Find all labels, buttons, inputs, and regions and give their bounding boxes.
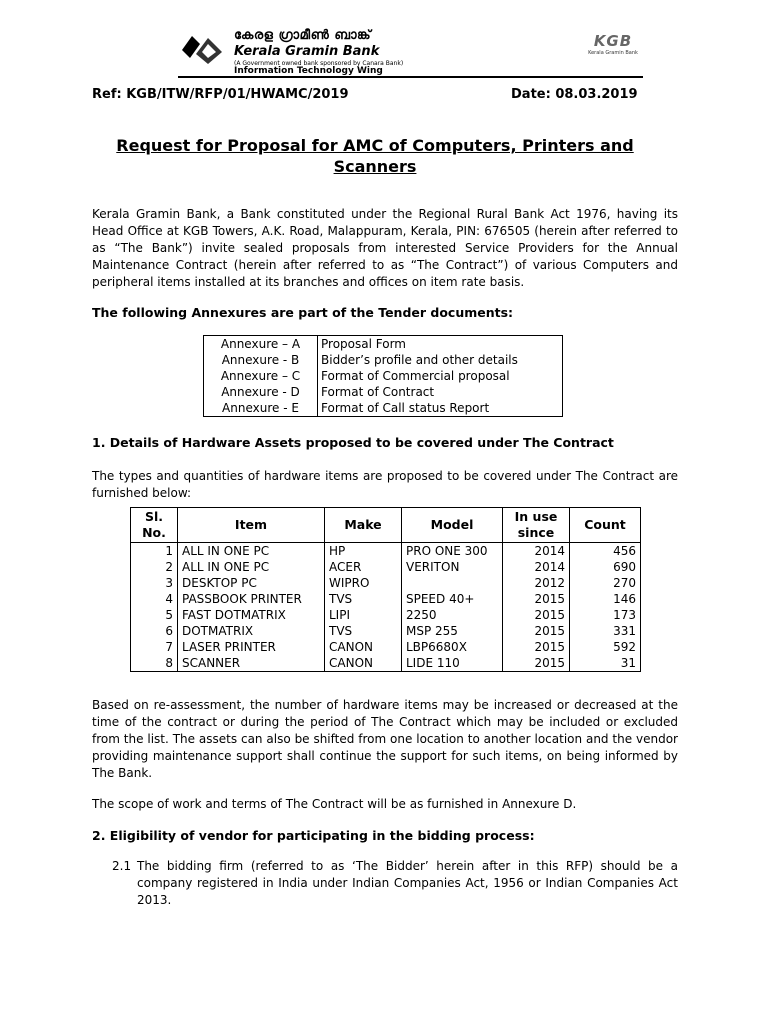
cell-model: MSP 255 [402, 623, 503, 639]
table-header-row [131, 508, 641, 543]
title-line-1: Request for Proposal for AMC of Computers, Printers and [116, 136, 634, 155]
header-sl: Sl. No. [131, 508, 178, 543]
reassessment-paragraph: Based on re-assessment, the number of hardware items may be increased or decreased at the time of the contract or during the period of The Contract which may be included or excluded from the list. The assets can also be shifted from one location to another location and the vendor providing maintenance support shall continue the support for such items, on being informed by The Bank. [92, 698, 678, 780]
cell-since: 2012 [503, 575, 570, 591]
cell-item: SCANNER [178, 655, 325, 672]
wing-name: Information Technology Wing [234, 66, 383, 76]
annexure-table [203, 335, 563, 417]
section-2-heading: 2. Eligibility of vendor for participating in the bidding process: [92, 828, 535, 843]
scope-paragraph: The scope of work and terms of The Contract will be as furnished in Annexure D. [92, 797, 577, 811]
clause-number: 2.1 [112, 859, 132, 873]
hardware-table [130, 507, 641, 672]
annex-desc: Format of Contract [318, 384, 563, 400]
cell-model: LBP6680X [402, 639, 503, 655]
cell-make: TVS [325, 623, 402, 639]
cell-model [402, 575, 503, 591]
cell-make: ACER [325, 559, 402, 575]
cell-item: ALL IN ONE PC [178, 559, 325, 575]
cell-count: 31 [570, 655, 641, 672]
cell-count: 173 [570, 607, 641, 623]
cell-sl: 1 [131, 543, 178, 560]
annex-id: Annexure - D [204, 384, 318, 400]
table-row [204, 368, 563, 384]
bank-logo-icon [178, 28, 228, 68]
cell-make: HP [325, 543, 402, 560]
cell-since: 2015 [503, 623, 570, 639]
cell-count: 146 [570, 591, 641, 607]
cell-item: DOTMATRIX [178, 623, 325, 639]
annex-id: Annexure – A [204, 336, 318, 353]
table-row [131, 655, 641, 672]
cell-count: 270 [570, 575, 641, 591]
cell-count: 690 [570, 559, 641, 575]
annex-heading: The following Annexures are part of the Tender documents: [92, 305, 514, 320]
cell-make: TVS [325, 591, 402, 607]
cell-model: VERITON [402, 559, 503, 575]
clause-2-1 [112, 858, 678, 909]
cell-since: 2015 [503, 607, 570, 623]
annex-id: Annexure – C [204, 368, 318, 384]
table-row [131, 543, 641, 560]
table-row [204, 384, 563, 400]
cell-since: 2015 [503, 655, 570, 672]
cell-sl: 5 [131, 607, 178, 623]
header-in-use-since: In use since [503, 508, 570, 543]
intro-paragraph: Kerala Gramin Bank, a Bank constituted under the Regional Rural Bank Act 1976, having its Head Office at KGB Towers, A.K. Road, Malappuram, Kerala, PIN: 676505 (herein after referred to as “The Bank”) invite sealed proposals from interested Service Providers for the Annual Maintenance Contract (herein after referred to as “The Contract”) of various Computers and peripheral items installed at its branches and offices on item rate basis. [92, 207, 678, 289]
cell-sl: 8 [131, 655, 178, 672]
cell-count: 331 [570, 623, 641, 639]
annex-desc: Format of Commercial proposal [318, 368, 563, 384]
annex-desc: Proposal Form [318, 336, 563, 353]
page-title [92, 135, 658, 177]
kgb-logo-text: KGB [593, 32, 633, 50]
cell-item: FAST DOTMATRIX [178, 607, 325, 623]
title-line-2: Scanners [333, 157, 417, 176]
cell-since: 2015 [503, 591, 570, 607]
header-model: Model [402, 508, 503, 543]
cell-since: 2015 [503, 639, 570, 655]
table-row [131, 607, 641, 623]
cell-count: 592 [570, 639, 641, 655]
table-row [131, 559, 641, 575]
header-make: Make [325, 508, 402, 543]
cell-make: LIPI [325, 607, 402, 623]
cell-model: 2250 [402, 607, 503, 623]
cell-since: 2014 [503, 559, 570, 575]
annex-id: Annexure - E [204, 400, 318, 417]
cell-sl: 2 [131, 559, 178, 575]
bank-name-malayalam: കേരള ഗ്രാമീൺ ബാങ്ക് [234, 28, 372, 43]
cell-make: WIPRO [325, 575, 402, 591]
cell-item: DESKTOP PC [178, 575, 325, 591]
cell-sl: 4 [131, 591, 178, 607]
section-1-intro: The types and quantities of hardware items are proposed to be covered under The Contract are furnished below: [92, 469, 678, 500]
cell-item: ALL IN ONE PC [178, 543, 325, 560]
table-row [131, 639, 641, 655]
sponsor-note: (A Government owned bank sponsored by Canara Bank) [234, 60, 404, 67]
cell-item: LASER PRINTER [178, 639, 325, 655]
cell-model: PRO ONE 300 [402, 543, 503, 560]
table-row [204, 352, 563, 368]
cell-make: CANON [325, 655, 402, 672]
bank-name: Kerala Gramin Bank [234, 44, 380, 59]
table-row [131, 623, 641, 639]
table-row [131, 575, 641, 591]
kgb-logo-sub: Kerala Gramin Bank [588, 50, 638, 56]
letterhead [178, 24, 643, 78]
document-date: Date: 08.03.2019 [511, 87, 638, 102]
cell-count: 456 [570, 543, 641, 560]
table-row [131, 591, 641, 607]
cell-item: PASSBOOK PRINTER [178, 591, 325, 607]
cell-model: SPEED 40+ [402, 591, 503, 607]
cell-since: 2014 [503, 543, 570, 560]
annex-id: Annexure - B [204, 352, 318, 368]
kgb-logo [583, 32, 643, 56]
cell-sl: 6 [131, 623, 178, 639]
header-item: Item [178, 508, 325, 543]
reference-number: Ref: KGB/ITW/RFP/01/HWAMC/2019 [92, 87, 349, 102]
cell-sl: 3 [131, 575, 178, 591]
header-count: Count [570, 508, 641, 543]
section-1-heading: 1. Details of Hardware Assets proposed to be covered under The Contract [92, 435, 614, 450]
cell-model: LIDE 110 [402, 655, 503, 672]
clause-text: The bidding firm (referred to as ‘The Bidder’ herein after in this RFP) should be a company registered in India under Indian Companies Act, 1956 or Indian Companies Act 2013. [137, 859, 678, 907]
table-row [204, 400, 563, 417]
table-row [204, 336, 563, 353]
cell-sl: 7 [131, 639, 178, 655]
annex-desc: Format of Call status Report [318, 400, 563, 417]
cell-make: CANON [325, 639, 402, 655]
annex-desc: Bidder’s profile and other details [318, 352, 563, 368]
